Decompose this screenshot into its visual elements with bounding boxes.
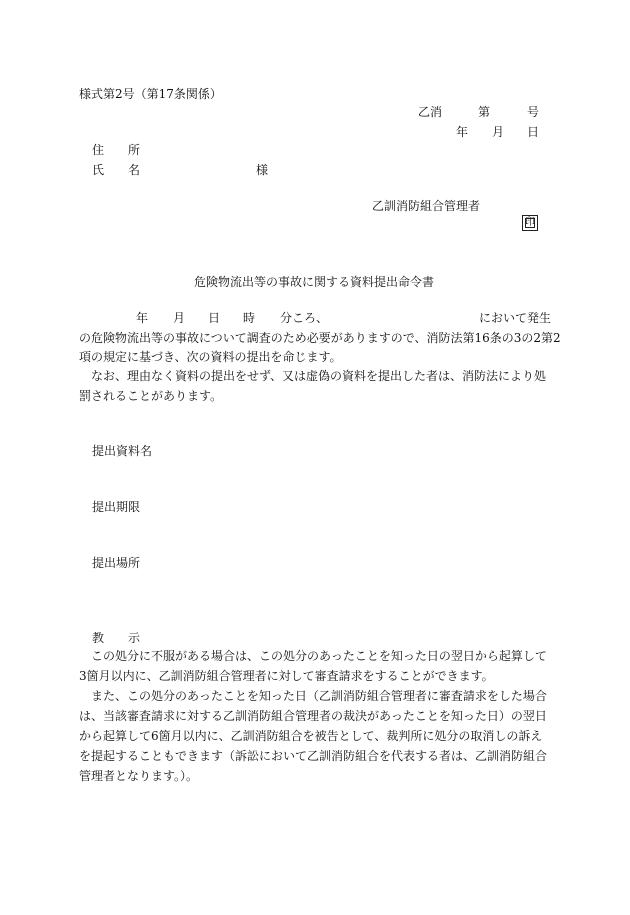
body-location-suffix: において発生 <box>479 311 552 325</box>
doc-prefix: 乙消 <box>418 105 443 119</box>
body-date-year: 年 <box>136 311 149 325</box>
honorific: 様 <box>256 163 269 177</box>
notice-paragraph-1 <box>79 646 551 686</box>
body-date-minute: 分ころ、 <box>280 311 329 325</box>
notice-paragraph-2-text: また、この処分のあったことを知った日（乙訓消防組合管理者に審査請求をした場合は、当該審査請求に対する乙訓消防組合管理者の裁決があったことを知った日）の翌日から起算して6箇月以内に、乙訓消防組合を被告として、裁判所に処分の取消しの訴えを提起することもできます（訴訟において乙訓消防組合を代表する者は、乙訓消防組合管理者となります。）。 <box>79 689 548 783</box>
name-label: 氏 名 <box>92 163 141 177</box>
notice-paragraph-2 <box>79 686 551 786</box>
notice-paragraph-1-text: この処分に不服がある場合は、この処分のあったことを知った日の翌日から起算して3箇月以内に、乙訓消防組合管理者に対して審査請求をすることができます。 <box>79 649 547 683</box>
document-title: 危険物流出等の事故に関する資料提出命令書 <box>194 275 435 289</box>
body-line-2: の危険物流出等の事故について調査のため必要がありますので、消防法第16条の3の2第2 <box>79 331 561 345</box>
body-paragraph-2 <box>79 366 551 406</box>
body-date-hour: 時 <box>243 311 256 325</box>
doc-number-go: 号 <box>527 105 540 119</box>
header-day: 日 <box>527 125 540 139</box>
body-date-day: 日 <box>208 311 221 325</box>
issuer-title: 乙訓消防組合管理者 <box>372 199 481 213</box>
field-deadline: 提出期限 <box>92 500 141 514</box>
body-paragraph-2-text: なお、理由なく資料の提出をせず、又は虚偽の資料を提出した者は、消防法により処罰されることがあります。 <box>79 369 547 403</box>
seal-stamp <box>522 215 538 231</box>
address-label: 住 所 <box>92 143 141 157</box>
notice-heading: 教 示 <box>92 631 141 645</box>
field-place: 提出場所 <box>92 556 141 570</box>
body-date-month: 月 <box>173 311 186 325</box>
seal-char: 印 <box>525 217 535 228</box>
form-number: 様式第2号（第17条関係） <box>79 87 222 101</box>
body-line-3: 項の規定に基づき、次の資料の提出を命じます。 <box>79 350 342 364</box>
header-month: 月 <box>492 125 505 139</box>
header-year: 年 <box>456 125 469 139</box>
field-material-name: 提出資料名 <box>92 444 153 458</box>
doc-number-dai: 第 <box>478 105 491 119</box>
